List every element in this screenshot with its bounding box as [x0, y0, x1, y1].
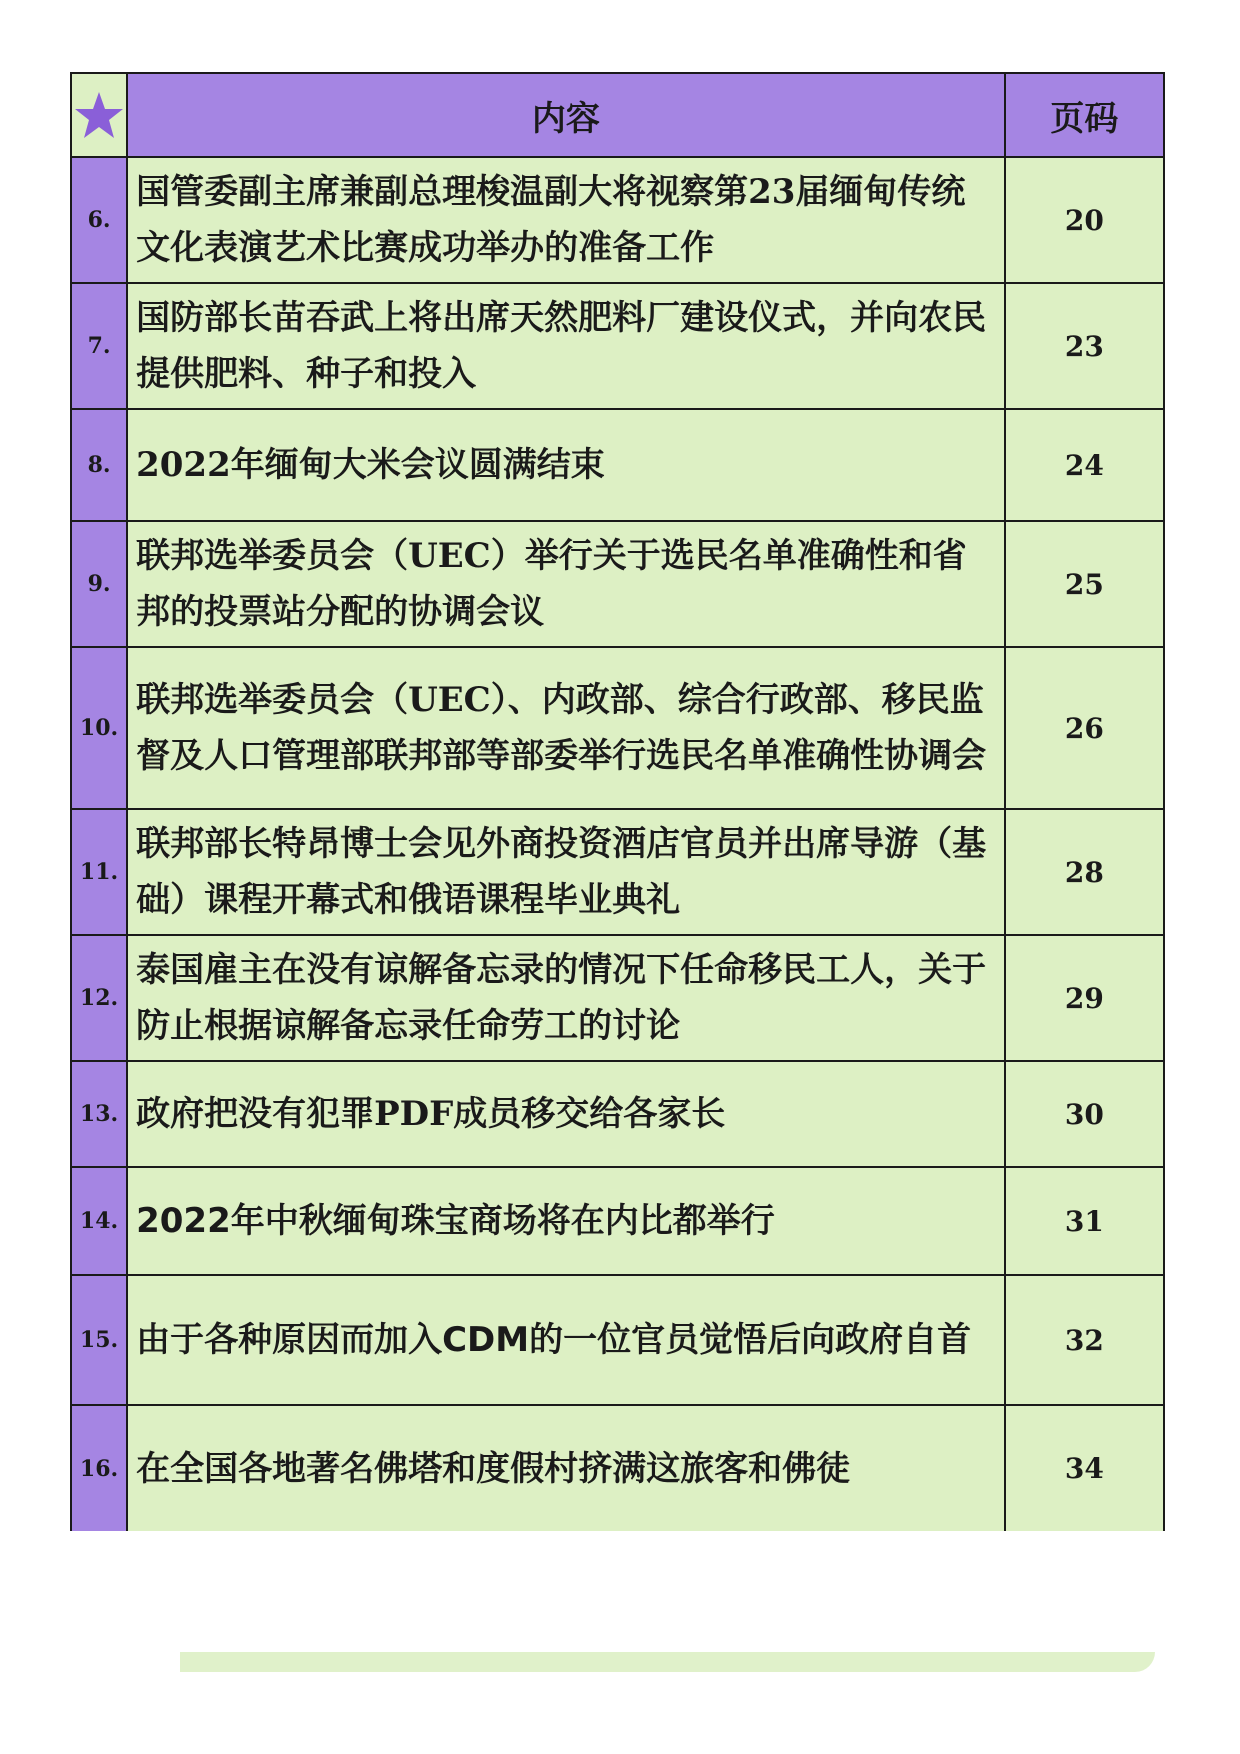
row-page: 34: [1005, 1405, 1164, 1531]
row-title[interactable]: 国防部长苗吞武上将出席天然肥料厂建设仪式，并向农民提供肥料、种子和投入: [127, 283, 1005, 409]
row-number: 13.: [71, 1061, 127, 1167]
row-page: 24: [1005, 409, 1164, 521]
row-page: 29: [1005, 935, 1164, 1061]
row-number: 12.: [71, 935, 127, 1061]
table-row[interactable]: [71, 157, 1164, 283]
row-title[interactable]: 国管委副主席兼副总理梭温副大将视察第23届缅甸传统文化表演艺术比赛成功举办的准备工作: [127, 157, 1005, 283]
header-star-cell: [71, 73, 127, 157]
row-title[interactable]: 联邦选举委员会（UEC）、内政部、综合行政部、移民监督及人口管理部联邦部等部委举行选民名单准确性协调会: [127, 647, 1005, 809]
row-title[interactable]: 由于各种原因而加入CDM的一位官员觉悟后向政府自首: [127, 1275, 1005, 1405]
table-row[interactable]: [71, 1405, 1164, 1531]
row-page: 26: [1005, 647, 1164, 809]
table-row[interactable]: [71, 1061, 1164, 1167]
table-row[interactable]: [71, 1167, 1164, 1275]
star-icon: [74, 90, 124, 140]
row-page: 31: [1005, 1167, 1164, 1275]
row-page: 25: [1005, 521, 1164, 647]
row-number: 14.: [71, 1167, 127, 1275]
table-row[interactable]: [71, 521, 1164, 647]
row-number: 8.: [71, 409, 127, 521]
row-title[interactable]: 政府把没有犯罪PDF成员移交给各家长: [127, 1061, 1005, 1167]
row-number: 9.: [71, 521, 127, 647]
row-title[interactable]: 联邦部长特昂博士会见外商投资酒店官员并出席导游（基础）课程开幕式和俄语课程毕业典礼: [127, 809, 1005, 935]
row-number: 7.: [71, 283, 127, 409]
row-page: 28: [1005, 809, 1164, 935]
table-row[interactable]: [71, 283, 1164, 409]
table-row[interactable]: [71, 935, 1164, 1061]
table-row[interactable]: [71, 809, 1164, 935]
row-title[interactable]: 在全国各地著名佛塔和度假村挤满这旅客和佛徒: [127, 1405, 1005, 1531]
row-number: 16.: [71, 1405, 127, 1531]
row-page: 30: [1005, 1061, 1164, 1167]
table-row[interactable]: [71, 1275, 1164, 1405]
row-number: 10.: [71, 647, 127, 809]
row-title[interactable]: 联邦选举委员会（UEC）举行关于选民名单准确性和省邦的投票站分配的协调会议: [127, 521, 1005, 647]
table-row[interactable]: [71, 409, 1164, 521]
decorative-bottom-band: [180, 1652, 1155, 1672]
row-page: 32: [1005, 1275, 1164, 1405]
table-of-contents: [70, 72, 1165, 1531]
row-page: 20: [1005, 157, 1164, 283]
row-title[interactable]: 2022年中秋缅甸珠宝商场将在内比都举行: [127, 1167, 1005, 1275]
header-page: 页码: [1005, 73, 1164, 157]
row-title[interactable]: 泰国雇主在没有谅解备忘录的情况下任命移民工人，关于防止根据谅解备忘录任命劳工的讨论: [127, 935, 1005, 1061]
table-header-row: [71, 73, 1164, 157]
row-page: 23: [1005, 283, 1164, 409]
table-row[interactable]: [71, 647, 1164, 809]
row-number: 15.: [71, 1275, 127, 1405]
row-number: 11.: [71, 809, 127, 935]
header-content: 内容: [127, 73, 1005, 157]
row-number: 6.: [71, 157, 127, 283]
row-title[interactable]: 2022年缅甸大米会议圆满结束: [127, 409, 1005, 521]
